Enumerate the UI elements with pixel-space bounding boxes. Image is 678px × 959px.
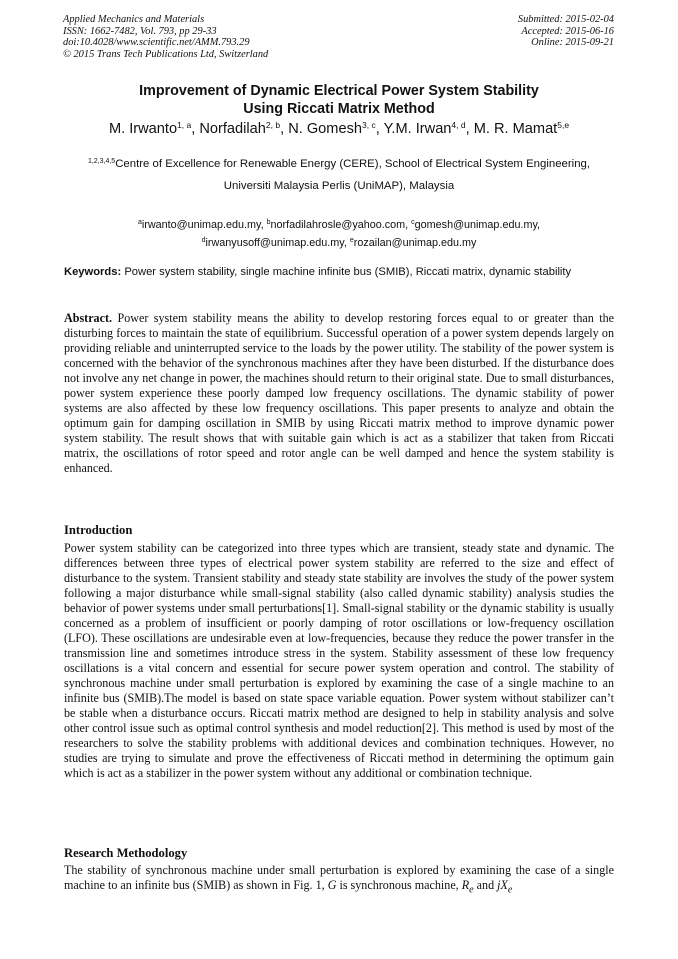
author-affil-mark: 5,e [557,120,570,130]
affiliation-line-1: $^{1,2,3,4,5}$Centre of Excellence for Renewable Energy (CERE), School of Electrical System Engineering, [87,158,591,170]
submission-dates [518,14,614,49]
email-c[interactable]: gomesh@unimap.edu.my, [414,219,541,231]
symbol-re: $R_e$ [461,878,474,896]
title-line-2: Using Riccati Matrix Method [243,101,435,117]
author-name: M. Irwanto [108,121,178,137]
introduction-heading: Introduction [64,523,133,537]
author-name: Y.M. Irwan [383,121,452,137]
symbol-g: G [327,878,337,892]
author-name: M. R. Mamat [473,121,558,137]
keywords-text: Power system stability, single machine infinite bus (SMIB), Riccati matrix, dynamic stability [124,266,572,278]
email-b[interactable]: norfadilahrosle@yahoo.com, [270,219,409,231]
journal-name: Applied Mechanics and Materials [63,14,205,25]
title-line-1: Improvement of Dynamic Electrical Power System Stability [139,83,539,99]
author-affil-mark: 4, d [451,120,466,130]
methodology-heading: Research Methodology [64,846,188,860]
author-affil-mark: 2, b [265,120,281,130]
email-e[interactable]: rozailan@unimap.edu.my [353,237,477,249]
date-accepted: Accepted: 2015-06-16 [521,25,614,37]
date-submitted: Submitted: 2015-02-04 [517,14,614,25]
journal-copyright: © 2015 Trans Tech Publications Ltd, Switzerland [63,48,269,60]
affiliation-mark: 1,2,3,4,5 [87,158,116,165]
date-online: Online: 2015-09-21 [531,37,614,49]
abstract-text: Power system stability means the ability to develop restoring forces equal to or greater than the disturbing forces to maintain the state of equilibrium. Successful operation of a power system depends largely on providing reliable and uninterrupted service to the loads by the power utility. The stability of the power system is concerned with the behavior of the synchronous machines after they have been disturbed. If the disturbance does not involve any net change in power, the machines should return to their original state. Due to small disturbances, power system experience these poorly damped low frequency oscillations. The dynamic stability of power systems are also affected by these low frequency oscillations. This paper presents to analyze and obtain the optimum gain for damping oscillation in SMIB by using Riccati matrix method to improve dynamic power system stability. The result shows that with suitable gain which is act as a stabilizer that taken from Riccati matrix, the oscillations of rotor speed and rotor angle can be well damped and hence the system stability is enhanced. [64,311,614,475]
journal-issn: ISSN: 1662-7482, Vol. 793, pp 29-33 [63,25,217,37]
keywords [64,265,614,280]
methodology-text: The stability of synchronous machine under small perturbation is explored by examining the case of a single machine to an infinite bus (SMIB) as shown in Fig. 1, G is synchronous machine, $R_e$ and $jX_e$ [64,863,614,896]
affiliation-line-2: Universiti Malaysia Perlis (UniMAP), Malaysia [223,180,455,192]
author-affil-mark: 3, c [362,120,376,130]
email-d[interactable]: irwanyusoff@unimap.edu.my, [205,237,347,249]
abstract-label: Abstract. [64,311,113,325]
author-emails [30,215,648,251]
journal-doi: doi:10.4028/www.scientific.net/AMM.793.29 [63,37,250,49]
email-line-1: $^a$irwanto@unimap.edu.my, $^b$norfadilahrosle@yahoo.com, $^c$gomesh@unimap.edu.my, [137,219,541,231]
introduction-text: Power system stability can be categorized into three types which are transient, steady state and dynamic. The differences between three types of electrical power system stability are referred to the size and effect of disturbance to the system. Transient stability and steady state stability are involves the study of the power system following a major disturbance while small-signal stability (also called dynamic stability) analysis studies the behavior of power systems under small perturbations[1]. Small-signal stability or the dynamic stability is usually concerned as a problem of insufficient or poorly damping of rotor oscillations or low-frequency oscillation (LFO). These oscillations are undesirable even at low-frequencies, because they reduce the power transfer in the transmission line and sometimes introduce stress in the system. Stability assessment of these low frequency oscillations is a vital concern and essential for secure power system operation and control. The stability of synchronous machine under small perturbation is explored by examining the case of a single machine to an infinite bus (SMIB).The model is based on state space variable equation. Power system without stabilizer can’t be stable when a disturbance occurs. Riccati matrix method are designed to help in stability analysis and solve other control issue such as optimal control synthesis and model reduction[2]. This method is used by most of the researchers to solve the stability problems with additional devices and combination techniques. However, no studies are trying to simulate and prove the effectiveness of Riccati method in determining the optimum gain which is act as a stabilizer in the power system without any additional or combination technique. [64,541,614,780]
symbol-jxe: $jX_e$ [497,878,513,896]
email-line-2: $^d$irwanyusoff@unimap.edu.my, $^e$rozailan@unimap.edu.my [201,237,477,249]
author-name: Norfadilah [199,121,266,137]
affiliation [30,151,648,197]
paper-title [40,82,638,118]
abstract [64,311,614,476]
email-a[interactable]: irwanto@unimap.edu.my, [141,219,264,231]
author-name: N. Gomesh [288,121,362,137]
journal-info [63,14,268,60]
keywords-label: Keywords: [64,266,122,278]
author-affil-mark: 1, a [177,120,192,130]
author-list: M. Irwanto$^{1, a}$, Norfadilah$^{2, b}$, N. Gomesh$^{3, c}$, Y.M. Irwan$^{4, d}$, M. R. Mamat$^{5,e}$ [108,120,570,137]
